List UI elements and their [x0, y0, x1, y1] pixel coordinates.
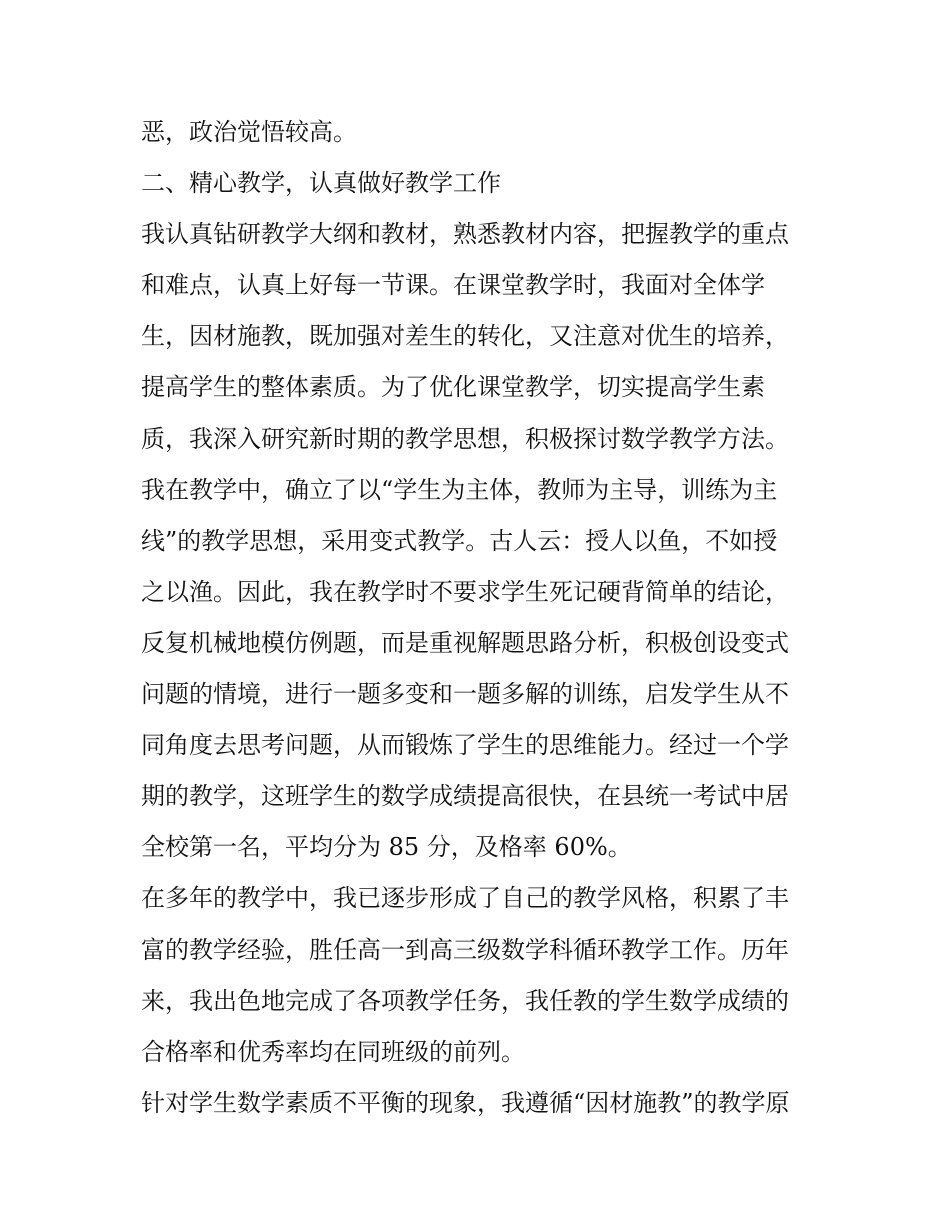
- text-line: 质，我深入研究新时期的教学思想，积极探讨数学教学方法。: [141, 424, 789, 453]
- text-line: 恶，政治觉悟较高。: [141, 118, 357, 146]
- text-line: 在多年的教学中，我已逐步形成了自己的教学风格，积累了丰: [141, 884, 789, 913]
- text-line: 全校第一名，平均分为 85 分，及格率 60%。: [141, 833, 632, 862]
- text-line: 针对学生数学素质不平衡的现象，我遵循“因材施教”的教学原: [141, 1088, 790, 1117]
- text-line: 期的教学，这班学生的数学成绩提高很快，在县统一考试中居: [141, 782, 789, 811]
- text-line: 和难点，认真上好每一节课。在课堂教学时，我面对全体学: [141, 271, 765, 300]
- text-line: 提高学生的整体素质。为了优化课堂教学，切实提高学生素: [141, 373, 765, 402]
- text-line: 富的教学经验，胜任高一到高三级数学科循环教学工作。历年: [141, 935, 789, 964]
- text-line: 我认真钻研教学大纲和教材，熟悉教材内容，把握教学的重点: [141, 220, 789, 249]
- body-text: [141, 107, 821, 1129]
- section-heading: 二、精心教学，认真做好教学工作: [141, 169, 501, 198]
- text-line: 线”的教学思想，采用变式教学。古人云：授人以鱼，不如授: [141, 526, 778, 555]
- text-line: 之以渔。因此，我在教学时不要求学生死记硬背简单的结论，: [141, 577, 789, 606]
- text-line: 合格率和优秀率均在同班级的前列。: [141, 1037, 525, 1066]
- text-line: 生，因材施教，既加强对差生的转化，又注意对优生的培养，: [141, 322, 789, 351]
- text-line: 问题的情境，进行一题多变和一题多解的训练，启发学生从不: [141, 680, 789, 709]
- text-line: 同角度去思考问题，从而锻炼了学生的思维能力。经过一个学: [141, 731, 789, 760]
- text-line: 我在教学中，确立了以“学生为主体，教师为主导，训练为主: [141, 475, 778, 504]
- text-line: 来，我出色地完成了各项教学任务，我任教的学生数学成绩的: [141, 986, 789, 1015]
- text-line: 反复机械地模仿例题，而是重视解题思路分析，积极创设变式: [141, 628, 789, 657]
